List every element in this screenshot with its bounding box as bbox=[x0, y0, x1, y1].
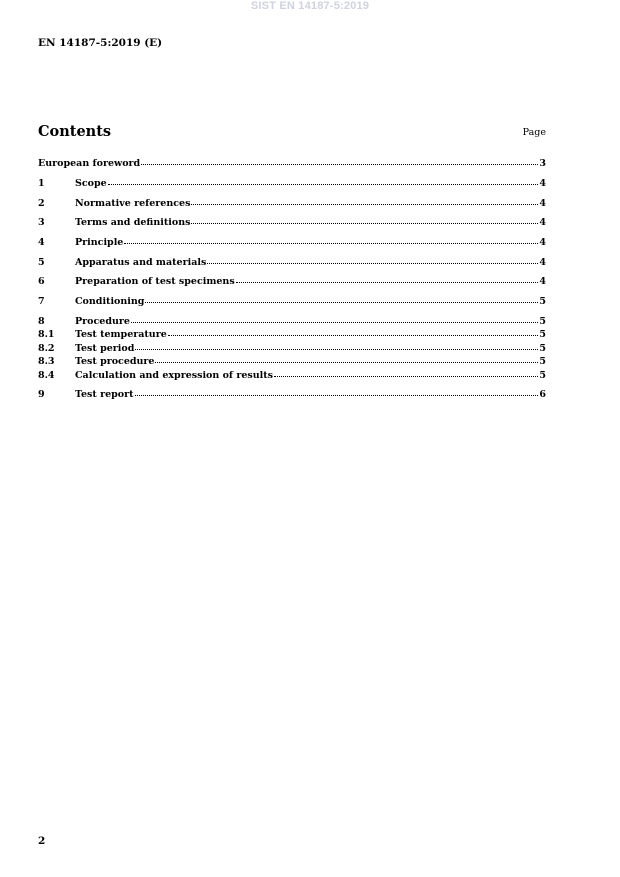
toc-entry-number: 9 bbox=[38, 389, 45, 400]
toc-entry-title: Principle bbox=[75, 237, 124, 248]
toc-leader-dots bbox=[135, 387, 539, 396]
toc-entry-title: Test report bbox=[75, 389, 134, 400]
toc-leader-dots bbox=[135, 341, 538, 350]
toc-entry-title: Test procedure bbox=[75, 356, 155, 367]
toc-entry-page: 5 bbox=[539, 356, 546, 367]
toc-entry-title: Calculation and expression of results bbox=[75, 370, 273, 381]
toc-entry-number: 3 bbox=[38, 217, 45, 228]
toc-entry-8-3[interactable] bbox=[38, 355, 546, 367]
toc-entry-page: 4 bbox=[539, 237, 546, 248]
toc-leader-dots bbox=[131, 314, 538, 323]
toc-entry-title: Normative references bbox=[75, 198, 191, 209]
toc-entry-1[interactable] bbox=[38, 177, 546, 189]
toc-entry-page: 5 bbox=[539, 343, 546, 354]
toc-entry-5[interactable] bbox=[38, 256, 546, 268]
toc-entry-number: 8 bbox=[38, 316, 45, 327]
contents-heading: Contents bbox=[38, 123, 112, 140]
toc-entry-page: 4 bbox=[539, 217, 546, 228]
toc-entry-page: 4 bbox=[539, 276, 546, 287]
toc-entry-number: 8.4 bbox=[38, 370, 55, 381]
toc-entry-8[interactable] bbox=[38, 315, 546, 327]
toc-entry-9[interactable] bbox=[38, 388, 546, 400]
toc-leader-dots bbox=[274, 368, 538, 377]
toc-entry-number: 5 bbox=[38, 257, 45, 268]
toc-entry-number: 7 bbox=[38, 296, 45, 307]
toc-entry-number: 8.1 bbox=[38, 329, 55, 340]
toc-entry-page: 5 bbox=[539, 316, 546, 327]
toc-entry-page: 5 bbox=[539, 329, 546, 340]
toc-entry-title: Apparatus and materials bbox=[75, 257, 207, 268]
watermark: SIST EN 14187-5:2019 bbox=[250, 0, 370, 12]
toc-entry-8-2[interactable] bbox=[38, 342, 546, 354]
document-id-header: EN 14187-5:2019 (E) bbox=[38, 37, 163, 49]
toc-entry-2[interactable] bbox=[38, 197, 546, 209]
toc-entry-page: 4 bbox=[539, 178, 546, 189]
toc-entry-number: 2 bbox=[38, 198, 45, 209]
toc-leader-dots bbox=[207, 255, 538, 264]
toc-entry-title: Conditioning bbox=[75, 296, 145, 307]
toc-leader-dots bbox=[124, 235, 538, 244]
toc-entry-7[interactable] bbox=[38, 295, 546, 307]
page-column-label: Page bbox=[522, 127, 546, 138]
toc-leader-dots bbox=[141, 156, 538, 165]
toc-entry-number: 8.2 bbox=[38, 343, 55, 354]
toc-entry-8-4[interactable] bbox=[38, 369, 546, 381]
toc-entry-page: 5 bbox=[539, 370, 546, 381]
toc-entry-3[interactable] bbox=[38, 216, 546, 228]
toc-entry-title: Test temperature bbox=[75, 329, 167, 340]
toc-entry-page: 4 bbox=[539, 198, 546, 209]
toc-entry-title: Test period bbox=[75, 343, 135, 354]
toc-leader-dots bbox=[191, 196, 538, 205]
toc-entry-title: Terms and definitions bbox=[75, 217, 191, 228]
toc-entry-6[interactable] bbox=[38, 275, 546, 287]
toc-entry-number: 6 bbox=[38, 276, 45, 287]
toc-entry-title: Scope bbox=[75, 178, 107, 189]
toc-entry-title: Procedure bbox=[75, 316, 130, 327]
toc-leader-dots bbox=[168, 327, 539, 336]
toc-entry-page: 6 bbox=[539, 389, 546, 400]
toc-entry-page: 4 bbox=[539, 257, 546, 268]
toc-entry-title: Preparation of test specimens bbox=[75, 276, 235, 287]
toc-entry-foreword[interactable] bbox=[38, 157, 546, 169]
toc-leader-dots bbox=[191, 215, 538, 224]
toc-entry-number: 1 bbox=[38, 178, 45, 189]
toc-entry-8-1[interactable] bbox=[38, 328, 546, 340]
toc-leader-dots bbox=[145, 294, 538, 303]
toc-entry-page: 5 bbox=[539, 296, 546, 307]
toc-leader-dots bbox=[236, 274, 539, 283]
toc-leader-dots bbox=[108, 176, 539, 185]
toc-entry-4[interactable] bbox=[38, 236, 546, 248]
toc-leader-dots bbox=[155, 354, 538, 363]
toc-entry-number: 4 bbox=[38, 237, 45, 248]
page-number: 2 bbox=[38, 835, 46, 847]
toc-entry-number: 8.3 bbox=[38, 356, 55, 367]
toc-entry-title: European foreword bbox=[38, 158, 141, 169]
toc-entry-page: 3 bbox=[539, 158, 546, 169]
